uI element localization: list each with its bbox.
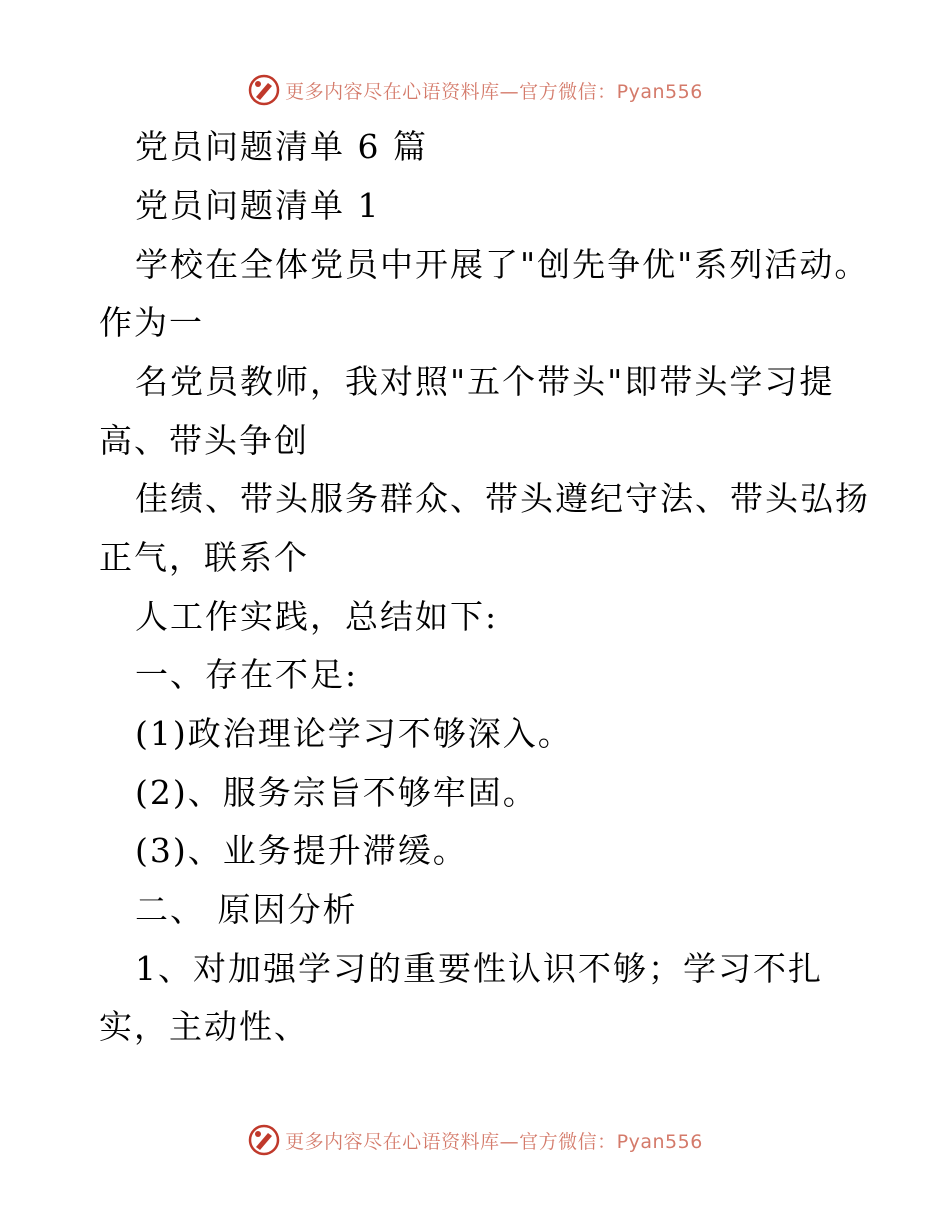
pen-logo-icon	[247, 1123, 281, 1157]
banner-text: 更多内容尽在心语资料库—官方微信：Pyan556	[285, 1130, 703, 1153]
paragraph-line: 佳绩、带头服务群众、带头遵纪守法、带头弘扬	[135, 479, 870, 518]
doc-title: 党员问题清单 6 篇	[135, 127, 428, 166]
paragraph-line: 学校在全体党员中开展了"创先争优"系列活动。	[135, 245, 870, 284]
list-heading: 一、存在不足:	[135, 655, 359, 694]
header-banner	[0, 70, 950, 110]
paragraph-line: 高、带头争创	[99, 421, 309, 460]
banner-text: 更多内容尽在心语资料库—官方微信：Pyan556	[285, 80, 703, 103]
section-heading: 党员问题清单 1	[135, 186, 381, 225]
list-heading: 二、 原因分析	[135, 890, 358, 929]
paragraph-line: 人工作实践，总结如下:	[135, 597, 499, 636]
pen-logo-icon	[247, 73, 281, 107]
paragraph-line: 名党员教师，我对照"五个带头"即带头学习提	[135, 362, 835, 401]
list-item: (1)政治理论学习不够深入。	[135, 714, 573, 753]
paragraph-line: 实，主动性、	[99, 1007, 309, 1046]
paragraph-line: 正气，联系个	[99, 538, 309, 577]
paragraph-line: 1、对加强学习的重要性认识不够；学习不扎	[135, 949, 823, 988]
list-item: (3)、业务提升滞缓。	[135, 831, 468, 870]
footer-banner	[0, 1120, 950, 1160]
paragraph-line: 作为一	[99, 303, 204, 342]
list-item: (2)、服务宗旨不够牢固。	[135, 773, 538, 812]
